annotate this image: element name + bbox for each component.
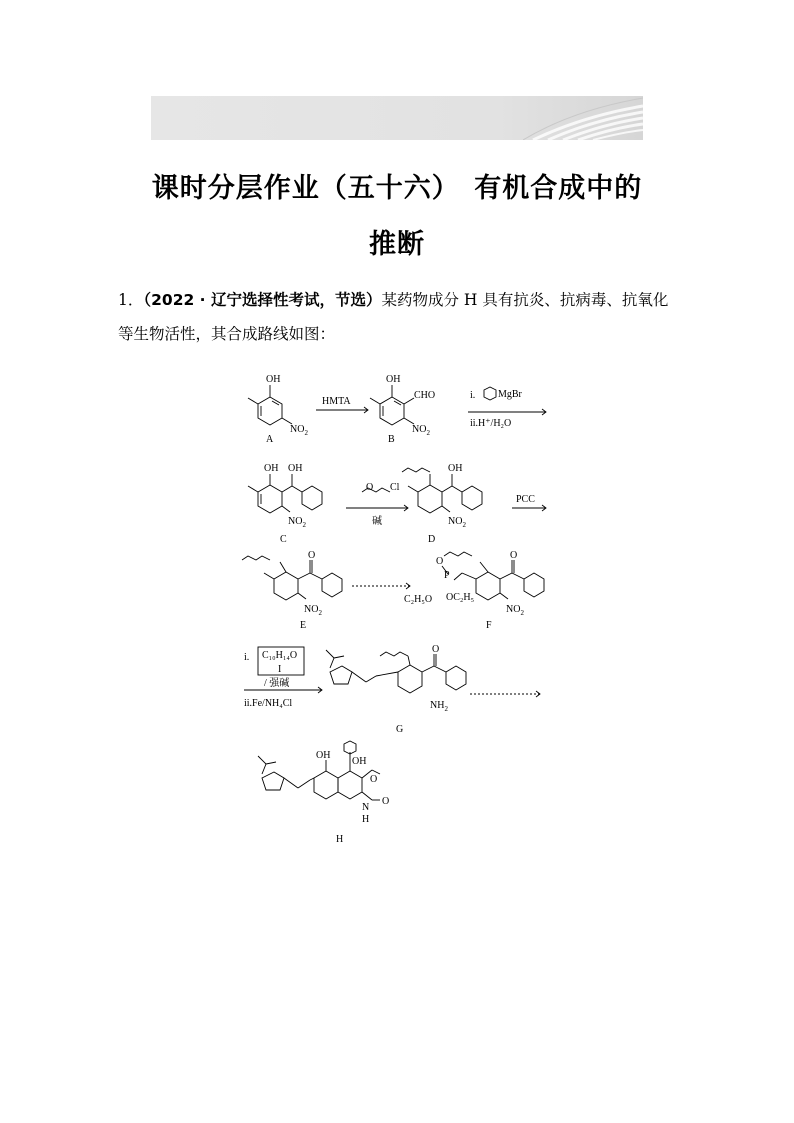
label-oh-h2: OH <box>352 756 367 767</box>
label-cho-b: CHO <box>414 390 436 401</box>
compound-a-structure <box>248 385 292 425</box>
label-oh-c2: OH <box>288 463 303 474</box>
label-oc2h5-f: OC₂H₅ <box>446 592 475 603</box>
label-o-h2: O <box>382 796 390 807</box>
page-title: 课时分层作业（五十六） 有机合成中的 <box>151 173 643 204</box>
compound-c-structure <box>248 474 322 513</box>
label-o-h1: O <box>370 774 378 785</box>
question-number: 1． <box>118 291 144 309</box>
label-no2-f: $NO_2$ <box>506 604 524 617</box>
phenyl-ring-icon <box>484 387 496 400</box>
reagent-step-i-g: i. <box>244 652 250 663</box>
label-compound-f: F <box>486 620 492 631</box>
label-compound-h: H <box>336 834 344 845</box>
compound-d-structure <box>402 468 482 513</box>
label-n-h: N <box>362 802 370 813</box>
header-banner <box>151 96 643 140</box>
question-line-1 <box>118 284 683 316</box>
label-compound-g: G <box>396 724 404 735</box>
compound-g-structure <box>326 650 466 693</box>
label-no2-c: $NO_2$ <box>288 516 306 529</box>
reagent-cl: Cl <box>390 482 400 493</box>
label-c2h5o-f: C₂H₅O <box>404 594 433 605</box>
reagent-h-h2o: ii.H⁺/H₂O <box>470 418 512 429</box>
label-no2-e: $NO_2$ <box>304 604 322 617</box>
label-compound-c: C <box>280 534 287 545</box>
label-oh-b: OH <box>386 374 401 385</box>
reagent-hmta: HMTA <box>322 396 351 407</box>
label-no2-a: $NO_2$ <box>290 424 308 437</box>
reagent-pcc: PCC <box>516 494 535 505</box>
label-oh-a: OH <box>266 374 281 385</box>
label-compound-a: A <box>266 434 274 445</box>
question-line-2: 等生物活性，其合成路线如图： <box>118 325 336 343</box>
label-p-f: P <box>444 570 450 581</box>
label-o-f1: O <box>436 556 444 567</box>
reagent-base: 碱 <box>372 516 382 527</box>
banner-decoration <box>523 96 643 140</box>
reagent-i-label: I <box>278 664 282 675</box>
question-source: （2022 · 辽宁选择性考试，节选） <box>143 291 382 309</box>
reagent-fe-nh4cl: ii.Fe/NH₄Cl <box>244 698 293 709</box>
label-oh-c1: OH <box>264 463 279 474</box>
reagent-mgbr: MgBr <box>498 389 522 400</box>
reagent-step-i: i. <box>470 390 476 401</box>
reagent-c10h14o: C₁₀H₁₄O <box>262 650 298 661</box>
label-compound-b: B <box>388 434 395 445</box>
label-no2-b: $NO_2$ <box>412 424 430 437</box>
label-o-e: O <box>308 550 316 561</box>
label-compound-e: E <box>300 620 307 631</box>
question-text: 某药物成分 H 具有抗炎、抗病毒、抗氧化 <box>381 291 669 309</box>
synthesis-scheme <box>230 360 560 850</box>
label-o-f2: O <box>510 550 518 561</box>
label-oh-h1: OH <box>316 750 331 761</box>
label-h-h: H <box>362 814 370 825</box>
label-o-g: O <box>432 644 440 655</box>
label-compound-d: D <box>428 534 436 545</box>
label-no2-d: $NO_2$ <box>448 516 466 529</box>
compound-e-structure <box>242 556 342 600</box>
page-title-continued: 推断 <box>369 229 425 260</box>
label-oh-d: OH <box>448 463 463 474</box>
reagent-strong-base: / 强碱 <box>264 678 290 689</box>
label-nh2-g: $NH_2$ <box>430 700 448 713</box>
compound-b-structure <box>370 385 414 425</box>
reagent-o: O <box>366 482 374 493</box>
